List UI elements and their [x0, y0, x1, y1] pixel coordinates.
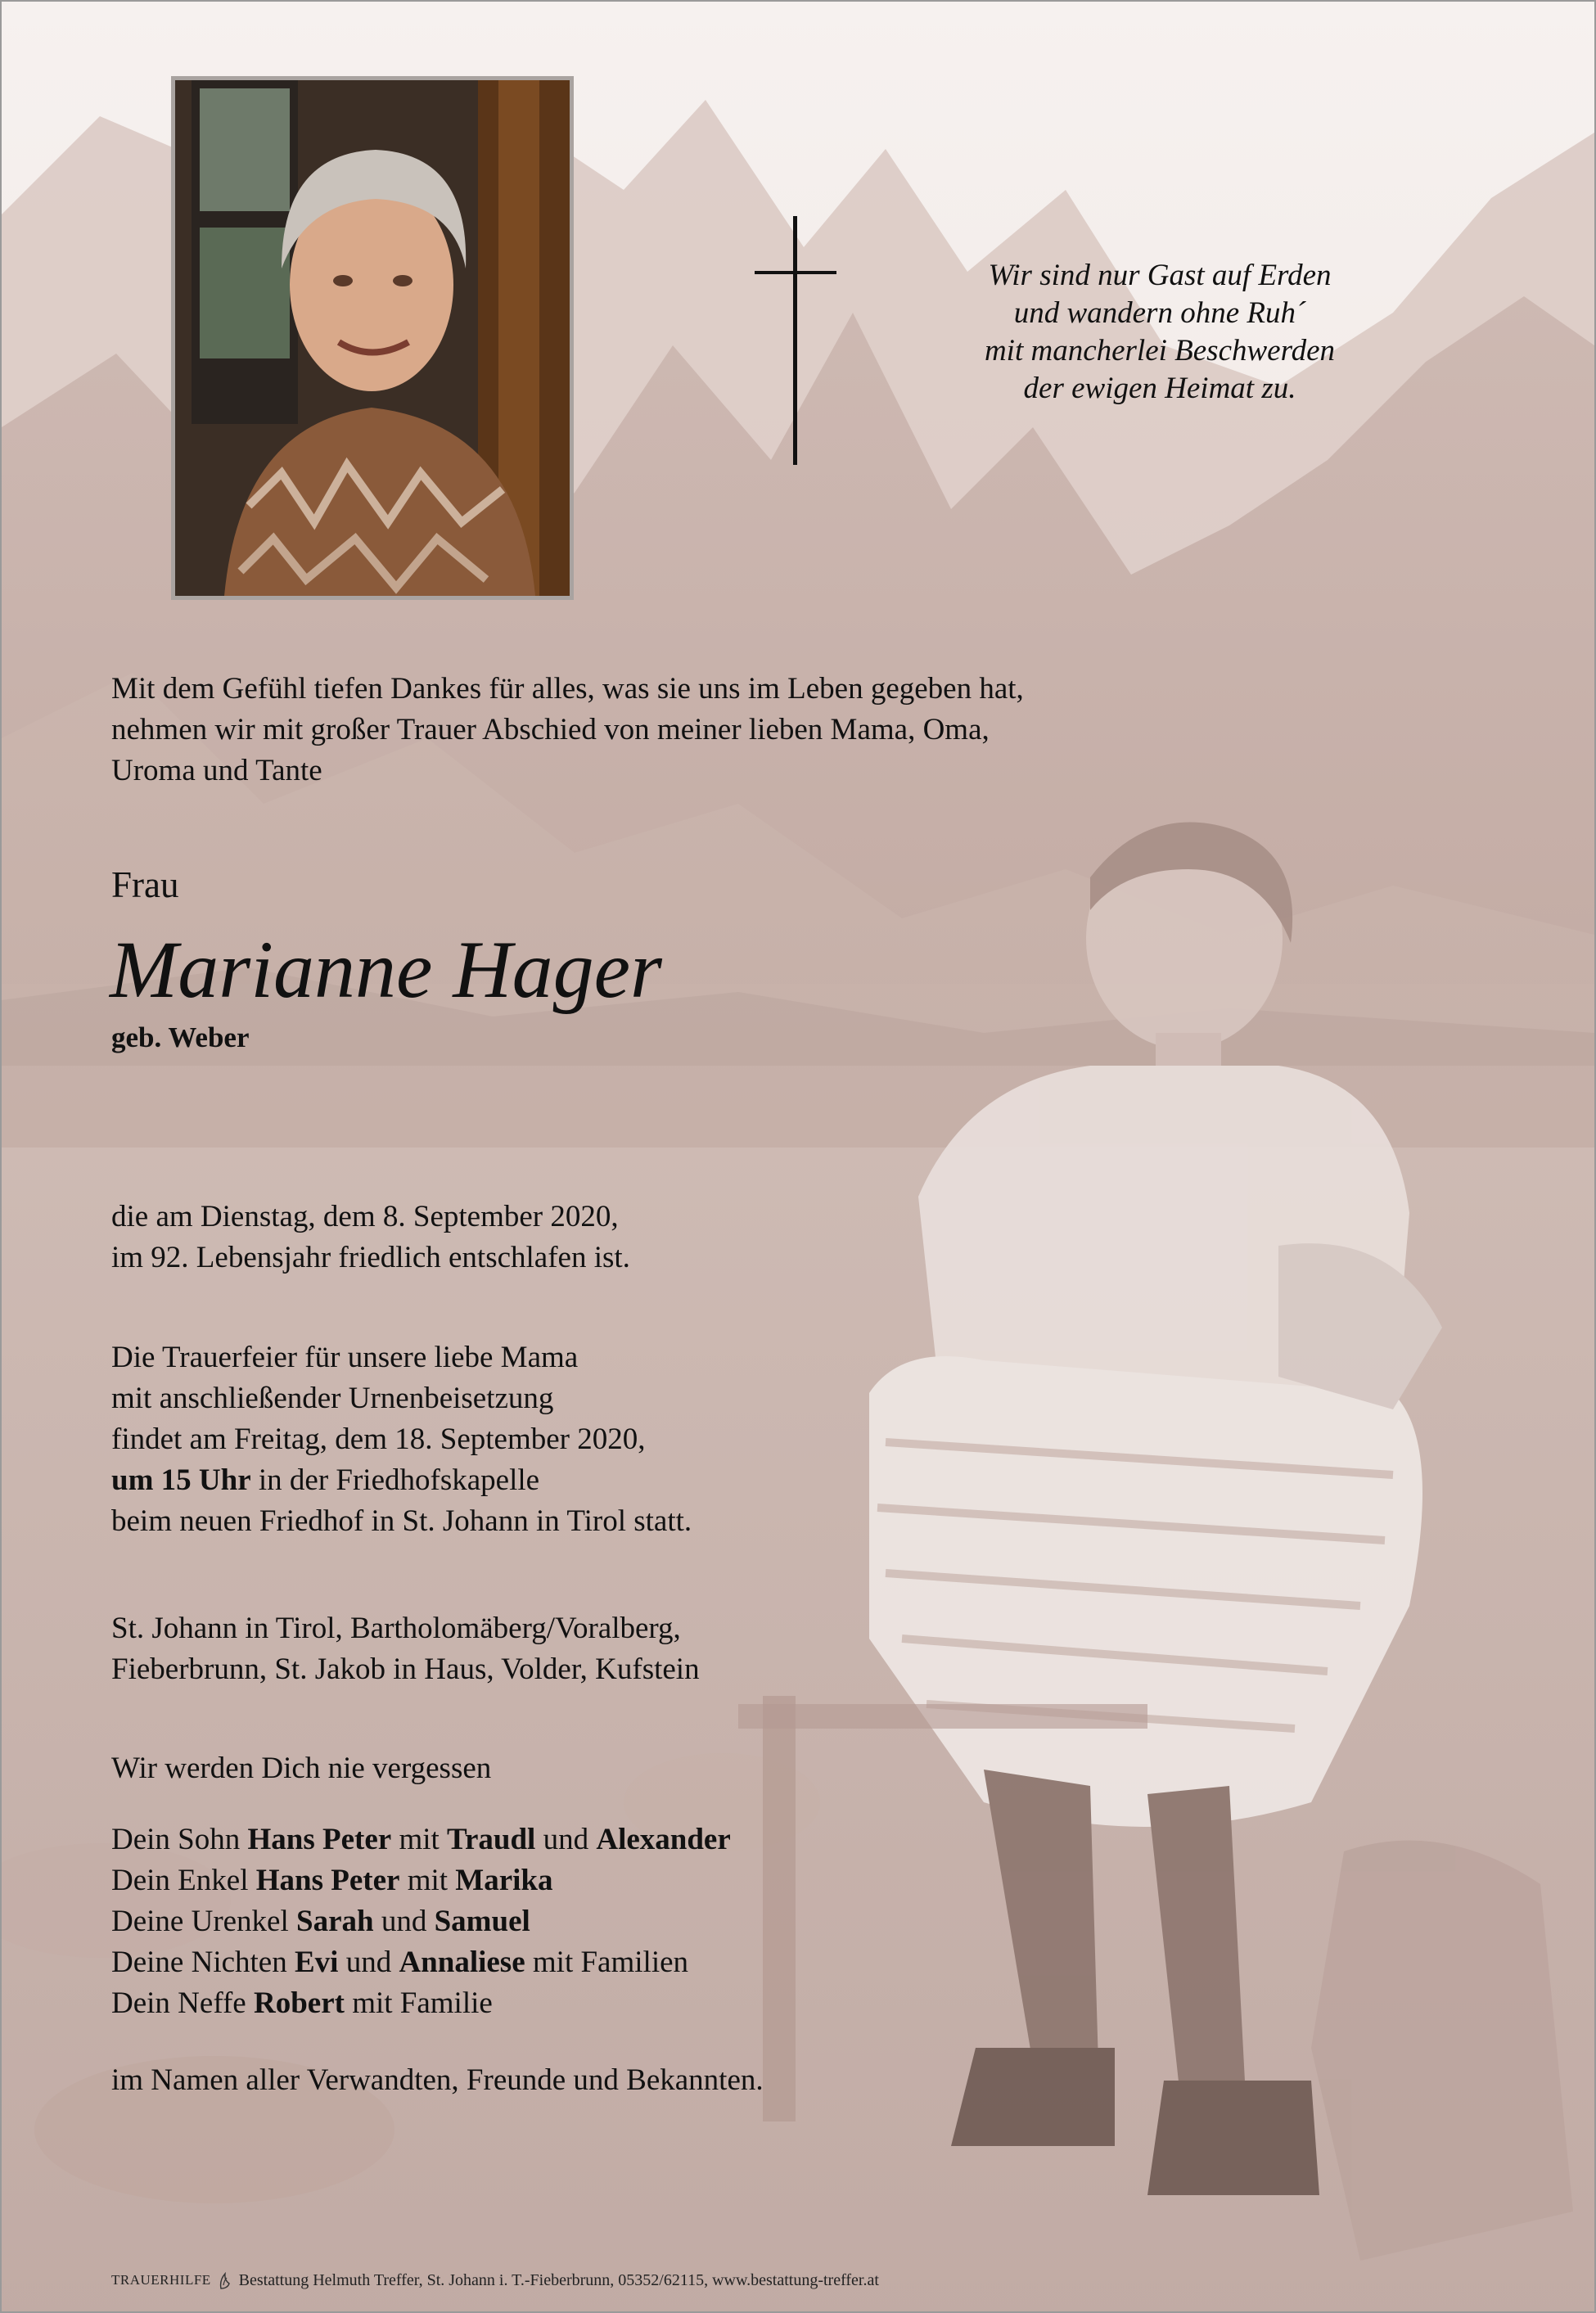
ceremony-location: in der Friedhofskapelle [250, 1463, 540, 1497]
ceremony-line [111, 1460, 692, 1501]
family-text: und [373, 1905, 435, 1938]
family-name: Hans Peter [255, 1864, 400, 1897]
family-text: und [338, 1946, 399, 1979]
verse-line: mit mancherlei Beschwerden [984, 334, 1336, 367]
family-member-line [111, 1983, 731, 2024]
places-line: Fieberbrunn, St. Jakob in Haus, Volder, Kufstein [111, 1652, 700, 1686]
family-member-line [111, 1819, 731, 1860]
family-text: Deine Urenkel [111, 1905, 297, 1938]
family-name: Samuel [434, 1905, 530, 1938]
remember-line: Wir werden Dich nie vergessen [111, 1752, 492, 1785]
ceremony-time: um 15 Uhr [111, 1463, 251, 1497]
closing-line: im Namen aller Verwandten, Freunde und Bekannten. [111, 2063, 764, 2097]
family-name: Robert [253, 1986, 345, 2020]
family-text: mit Familie [344, 1986, 493, 2020]
family-member-line [111, 1901, 731, 1942]
funeral-home-logo-icon [218, 2270, 232, 2290]
verse-line: Wir sind nur Gast auf Erden [988, 259, 1332, 292]
ceremony-line: mit anschließender Urnenbeisetzung [111, 1382, 554, 1415]
family-name: Hans Peter [247, 1823, 392, 1856]
verse-line: und wandern ohne Ruh´ [1013, 296, 1306, 330]
family-name: Traudl [447, 1823, 536, 1856]
family-name: Evi [294, 1946, 339, 1979]
cross-icon [755, 216, 836, 465]
places-line: St. Johann in Tirol, Bartholomäberg/Voralberg, [111, 1612, 681, 1645]
death-line: die am Dienstag, dem 8. September 2020, [111, 1200, 619, 1233]
ceremony-line: findet am Freitag, dem 18. September 2020, [111, 1423, 646, 1456]
birth-name: geb. Weber [111, 1021, 250, 1053]
intro-line: Uroma und Tante [111, 754, 322, 787]
family-text: Dein Enkel [111, 1864, 256, 1897]
verse-line: der ewigen Heimat zu. [1023, 372, 1296, 405]
footer-brand: TRAUERHILFE [111, 2272, 211, 2288]
family-text: mit Familien [525, 1946, 689, 1979]
family-member-line [111, 1860, 731, 1901]
places-paragraph [111, 1608, 700, 1690]
death-paragraph [111, 1197, 630, 1278]
family-name: Annaliese [399, 1946, 525, 1979]
family-text: und [535, 1823, 597, 1856]
deceased-name: Marianne Hager [110, 924, 662, 1015]
intro-paragraph [111, 669, 1024, 791]
salutation: Frau [111, 864, 179, 905]
family-name: Marika [455, 1864, 553, 1897]
family-text: Deine Nichten [111, 1946, 295, 1979]
intro-line: Mit dem Gefühl tiefen Dankes für alles, was sie uns im Leben gegeben hat, [111, 672, 1024, 706]
ceremony-line: Die Trauerfeier für unsere liebe Mama [111, 1341, 579, 1374]
family-member-line [111, 1942, 731, 1983]
intro-line: nehmen wir mit großer Trauer Abschied von meiner lieben Mama, Oma, [111, 713, 990, 746]
family-text: mit [391, 1823, 448, 1856]
ceremony-paragraph [111, 1337, 692, 1542]
family-list [111, 1819, 731, 2024]
footer [111, 2270, 879, 2290]
ceremony-line: beim neuen Friedhof in St. Johann in Tirol statt. [111, 1504, 692, 1538]
family-text: Dein Sohn [111, 1823, 248, 1856]
family-name: Alexander [596, 1823, 731, 1856]
footer-contact: Bestattung Helmuth Treffer, St. Johann i. T.-Fieberbrunn, 05352/62115, www.bestattung-treffer.at [238, 2270, 879, 2289]
memorial-verse [967, 257, 1352, 408]
family-name: Sarah [296, 1905, 374, 1938]
portrait-photo [171, 76, 574, 600]
family-text: mit [399, 1864, 456, 1897]
family-text: Dein Neffe [111, 1986, 254, 2020]
death-line: im 92. Lebensjahr friedlich entschlafen ist. [111, 1241, 630, 1274]
